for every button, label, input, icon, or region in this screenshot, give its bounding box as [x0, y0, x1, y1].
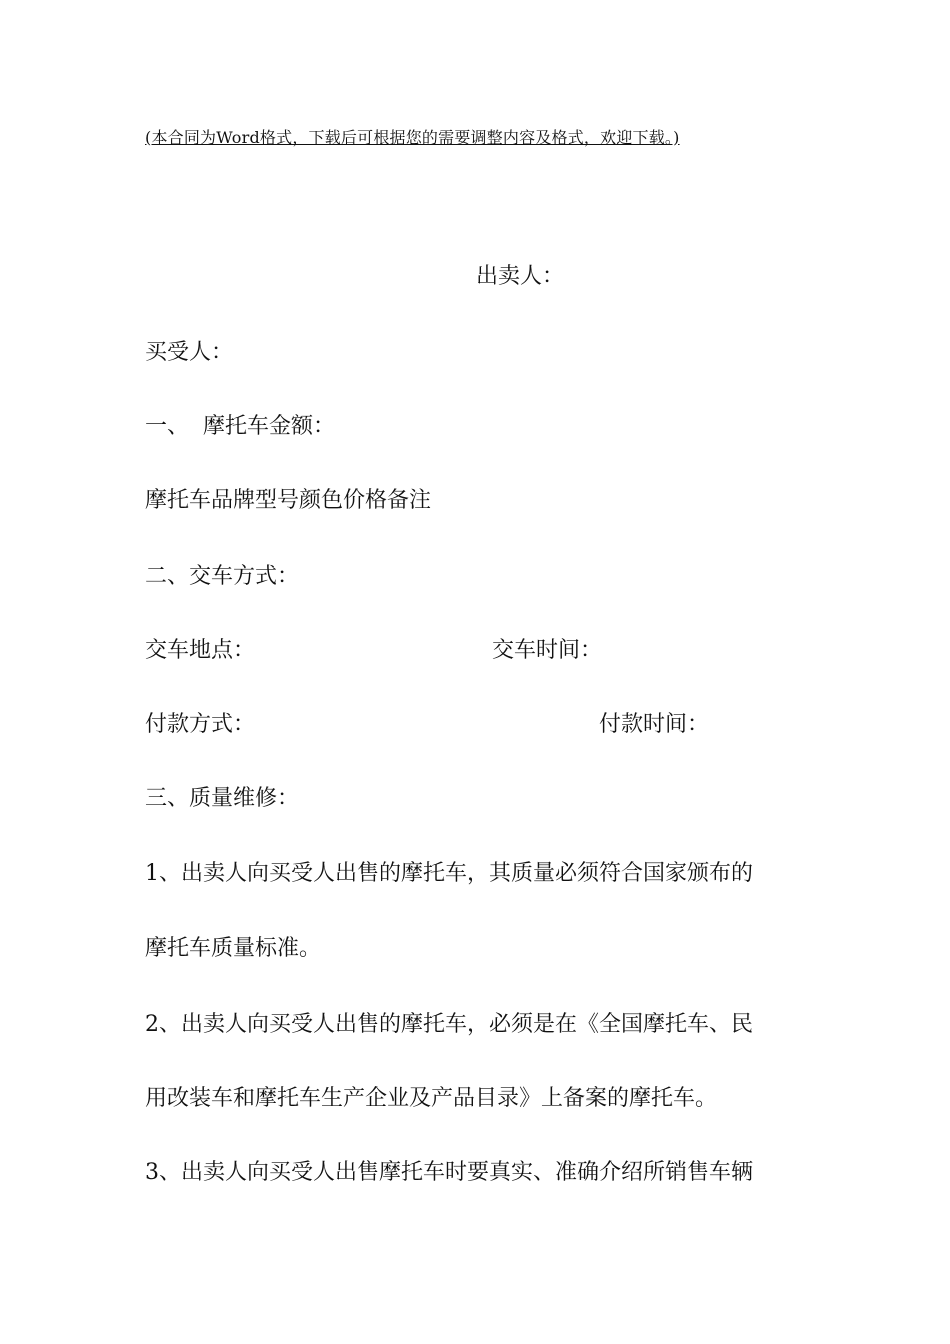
delivery-place-label: 交车地点：	[145, 638, 256, 663]
payment-method-label: 付款方式：	[145, 712, 256, 737]
seller-label: 出卖人：	[475, 264, 564, 289]
clause1-line2: 摩托车质量标准。	[145, 936, 322, 961]
section3-title: 三、质量维修：	[145, 786, 300, 811]
clause2-line1: 2、出卖人向买受人出售的摩托车，必须是在《全国摩托车、民	[145, 1012, 753, 1037]
buyer-label: 买受人：	[145, 340, 234, 365]
table-header: 摩托车品牌型号颜色价格备注	[145, 488, 432, 513]
delivery-time-label: 交车时间：	[492, 638, 603, 663]
clause3-line1: 3、出卖人向买受人出售摩托车时要真实、准确介绍所销售车辆	[145, 1160, 753, 1185]
clause2-line2: 用改装车和摩托车生产企业及产品目录》上备案的摩托车。	[145, 1086, 718, 1111]
payment-time-label: 付款时间：	[599, 712, 710, 737]
clause1-line1: 1、出卖人向买受人出售的摩托车，其质量必须符合国家颁布的	[145, 861, 753, 886]
section1-number: 一、	[145, 414, 190, 439]
notice-link[interactable]: (本合同为Word格式，下载后可根据您的需要调整内容及格式，欢迎下载。)	[145, 128, 680, 147]
section1-title: 摩托车金额：	[203, 414, 336, 439]
section2-title: 二、交车方式：	[145, 564, 300, 589]
